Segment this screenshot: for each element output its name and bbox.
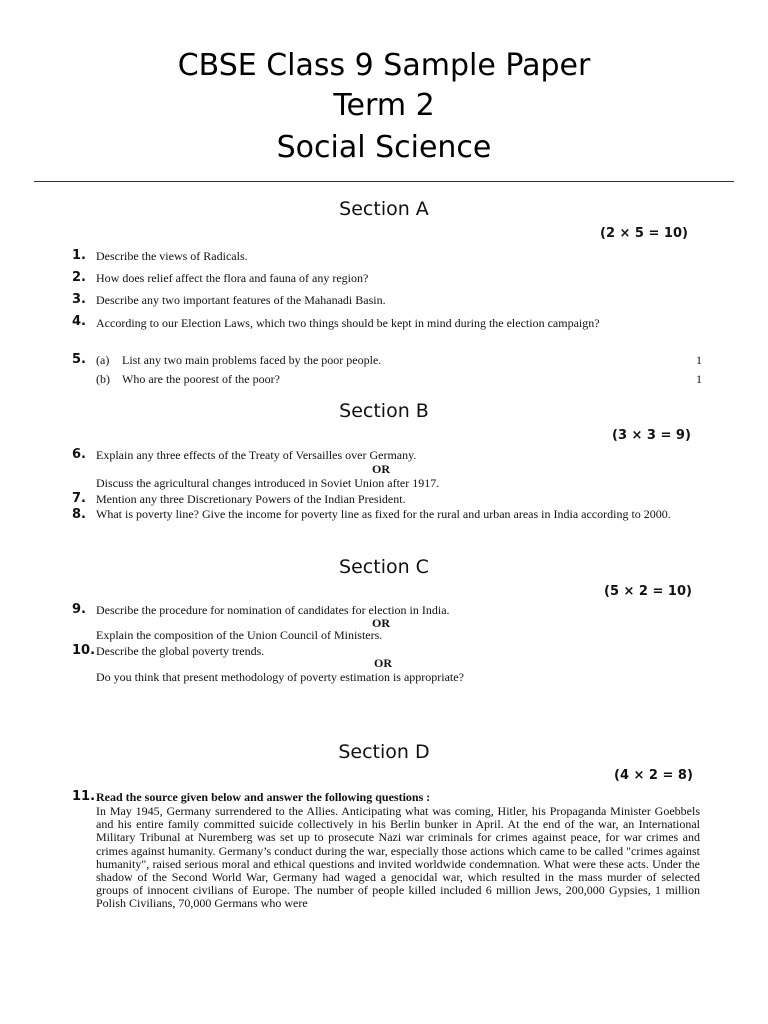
or-label: OR — [374, 656, 392, 670]
section-a-heading: Section A — [339, 198, 429, 220]
question-number: 3. — [72, 292, 86, 307]
header-divider — [34, 181, 734, 182]
section-b-heading: Section B — [339, 400, 429, 422]
part-label: (b) — [96, 372, 110, 386]
question-9-alternative: Explain the composition of the Union Council of Ministers. — [96, 628, 383, 642]
question-number: 10. — [72, 643, 96, 658]
question-number: 4. — [72, 314, 86, 329]
section-d-heading: Section D — [338, 741, 430, 763]
question-6-alternative: Discuss the agricultural changes introduced in Soviet Union after 1917. — [96, 476, 440, 490]
question-number: 5. — [72, 352, 86, 367]
question-text: According to our Election Laws, which two things should be kept in mind during the election campaign? — [96, 316, 600, 330]
question-text: Explain any three effects of the Treaty of Versailles over Germany. — [96, 448, 417, 462]
question-text: Mention any three Discretionary Powers of the Indian President. — [96, 492, 406, 506]
question-number: 7. — [72, 491, 86, 506]
question-text: Describe the global poverty trends. — [96, 644, 265, 658]
or-label: OR — [372, 462, 390, 476]
question-text: How does relief affect the flora and fauna of any region? — [96, 271, 369, 285]
source-passage: In May 1945, Germany surrendered to the Allies. Anticipating what was coming, Hitler, his Propaganda Minister Goebbels and his entire family committed suicide collectively in his Berlin bunker in April. At the end of the war, an International Military Tribunal at Nuremberg was set up to prosecute Nazi war criminals for crimes against peace, for war crimes and crimes against humanity. Germany’s conduct during the war, especially those actions which came to be called "crimes against humanity", raised serious moral and ethical questions and invited worldwide condemnation. What were these acts. Under the shadow of the Second World War, Germany had waged a genocidal war, which resulted in the mass murder of selected groups of innocent civilians of Europe. The number of people killed included 6 million Jews, 200,000 Gypsies, 1 million Polish Civilians, 70,000 Germans who were — [96, 804, 700, 911]
question-5 — [72, 352, 702, 392]
question-text: Describe the views of Radicals. — [96, 249, 248, 263]
question-instruction: Read the source given below and answer the following questions : — [96, 790, 431, 804]
section-a-marks: (2 × 5 = 10) — [600, 226, 688, 241]
question-text: Describe the procedure for nomination of candidates for election in India. — [96, 603, 450, 617]
section-d-marks: (4 × 2 = 8) — [614, 768, 693, 783]
part-marks: 1 — [696, 372, 702, 386]
question-number: 6. — [72, 447, 86, 462]
question-number: 9. — [72, 602, 86, 617]
question-10-alternative: Do you think that present methodology of poverty estimation is appropriate? — [96, 670, 464, 684]
question-number: 8. — [72, 507, 86, 522]
part-text: Who are the poorest of the poor? — [122, 372, 280, 386]
question-text: Describe any two important features of the Mahanadi Basin. — [96, 293, 386, 307]
question-text: What is poverty line? Give the income for poverty line as fixed for the rural and urban areas in India according to 2000. — [96, 507, 671, 521]
section-c-heading: Section C — [339, 556, 429, 578]
section-b-marks: (3 × 3 = 9) — [612, 428, 691, 443]
question-number: 2. — [72, 270, 86, 285]
question-number: 11. — [72, 789, 96, 804]
section-c-marks: (5 × 2 = 10) — [604, 584, 692, 599]
part-marks: 1 — [696, 353, 702, 367]
or-label: OR — [372, 616, 390, 630]
part-text: List any two main problems faced by the poor people. — [122, 353, 382, 367]
part-label: (a) — [96, 353, 110, 367]
paper-subject: Social Science — [276, 130, 492, 165]
question-number: 1. — [72, 248, 86, 263]
paper-title: CBSE Class 9 Sample Paper — [177, 48, 591, 83]
paper-term: Term 2 — [333, 88, 435, 123]
